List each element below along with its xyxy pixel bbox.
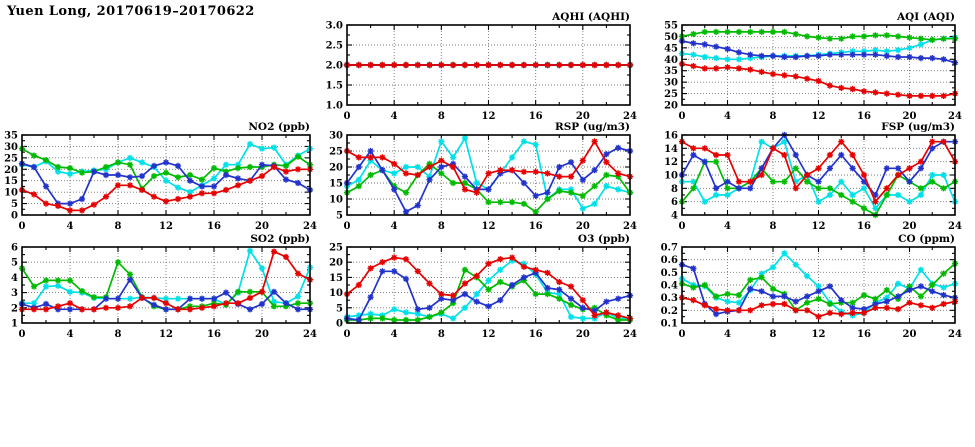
xtick-label: 24 bbox=[303, 329, 317, 340]
ytick-label: 10 bbox=[329, 288, 343, 300]
xtick-label: 8 bbox=[769, 111, 777, 122]
xtick-label: 12 bbox=[481, 329, 496, 340]
ytick-label: 15 bbox=[4, 176, 18, 188]
chart-svg-o3 bbox=[325, 231, 648, 343]
xtick-label: 24 bbox=[303, 221, 317, 232]
xtick-label: 4 bbox=[390, 111, 398, 122]
xtick-label: 12 bbox=[811, 221, 826, 232]
xtick-label: 24 bbox=[623, 221, 637, 232]
xtick-label: 16 bbox=[857, 221, 871, 232]
ytick-label: 2 bbox=[11, 303, 18, 315]
ytick-label: 14 bbox=[664, 143, 678, 155]
ytick-label: 55 bbox=[664, 20, 678, 32]
chart-svg-aqhi bbox=[325, 9, 648, 125]
ytick-label: 5 bbox=[336, 303, 343, 315]
xtick-label: 4 bbox=[66, 221, 74, 232]
chart-title-rsp: RSP (ug/m3) bbox=[554, 121, 630, 133]
xtick-label: 0 bbox=[678, 329, 686, 340]
chart-panel-aqi bbox=[660, 9, 973, 125]
xtick-label: 4 bbox=[724, 221, 731, 232]
xtick-label: 20 bbox=[255, 329, 269, 340]
chart-svg-aqi bbox=[660, 9, 973, 125]
ytick-label: 20 bbox=[664, 100, 678, 112]
ytick-label: 8 bbox=[671, 183, 678, 195]
xtick-label: 16 bbox=[857, 329, 871, 340]
xtick-label: 8 bbox=[769, 221, 777, 232]
chart-title-aqi: AQI (AQI) bbox=[896, 11, 955, 23]
ytick-label: 2.5 bbox=[325, 40, 343, 52]
xtick-label: 0 bbox=[678, 111, 686, 122]
xtick-label: 24 bbox=[948, 111, 962, 122]
xtick-label: 20 bbox=[575, 221, 590, 232]
ytick-label: 0.1 bbox=[660, 318, 678, 330]
xtick-label: 4 bbox=[66, 329, 74, 340]
chart-title-aqhi: AQHI (AQHI) bbox=[552, 11, 630, 23]
chart-panel-so2 bbox=[0, 231, 328, 343]
chart-panel-rsp bbox=[325, 119, 648, 235]
xtick-label: 8 bbox=[114, 329, 122, 340]
xtick-label: 20 bbox=[902, 329, 917, 340]
ytick-label: 15 bbox=[329, 272, 343, 284]
ytick-label: 0.3 bbox=[660, 293, 678, 305]
ytick-label: 25 bbox=[329, 242, 343, 254]
chart-svg-no2 bbox=[0, 119, 328, 235]
xtick-label: 12 bbox=[481, 111, 496, 122]
xtick-label: 0 bbox=[343, 111, 351, 122]
xtick-label: 16 bbox=[857, 111, 871, 122]
ytick-label: 25 bbox=[664, 89, 678, 101]
xtick-label: 12 bbox=[811, 329, 826, 340]
ytick-label: 35 bbox=[4, 130, 18, 142]
ytick-label: 0.4 bbox=[660, 280, 678, 292]
chart-svg-fsp bbox=[660, 119, 973, 235]
xtick-label: 8 bbox=[769, 329, 777, 340]
xtick-label: 0 bbox=[18, 329, 26, 340]
ytick-label: 35 bbox=[664, 66, 678, 78]
ytick-label: 45 bbox=[664, 43, 678, 55]
xtick-label: 4 bbox=[390, 221, 398, 232]
ytick-label: 3.0 bbox=[325, 20, 343, 32]
xtick-label: 16 bbox=[207, 221, 221, 232]
ytick-label: 6 bbox=[11, 242, 18, 254]
chart-panel-no2 bbox=[0, 119, 328, 235]
chart-svg-so2 bbox=[0, 231, 328, 343]
ytick-label: 0 bbox=[11, 210, 18, 222]
ytick-label: 0.6 bbox=[660, 255, 678, 267]
chart-panel-fsp bbox=[660, 119, 973, 235]
ytick-label: 0.7 bbox=[660, 242, 678, 254]
xtick-label: 24 bbox=[948, 221, 962, 232]
ytick-label: 15 bbox=[329, 178, 343, 190]
ytick-label: 5 bbox=[11, 257, 18, 269]
xtick-label: 20 bbox=[575, 329, 590, 340]
chart-panel-o3 bbox=[325, 231, 648, 343]
ytick-label: 20 bbox=[329, 257, 343, 269]
so2-markers-blue bbox=[19, 277, 313, 313]
chart-svg-rsp bbox=[325, 119, 648, 235]
xtick-label: 12 bbox=[159, 221, 173, 232]
ytick-label: 40 bbox=[664, 54, 678, 66]
ytick-label: 20 bbox=[4, 164, 18, 176]
ytick-label: 16 bbox=[664, 130, 678, 142]
xtick-label: 8 bbox=[114, 221, 122, 232]
chart-panel-aqhi bbox=[325, 9, 648, 125]
ytick-label: 25 bbox=[329, 146, 343, 158]
ytick-label: 10 bbox=[4, 187, 18, 199]
xtick-label: 4 bbox=[724, 111, 731, 122]
ytick-label: 12 bbox=[664, 157, 678, 169]
xtick-label: 20 bbox=[255, 221, 269, 232]
xtick-label: 8 bbox=[437, 111, 445, 122]
xtick-label: 8 bbox=[437, 329, 445, 340]
xtick-label: 24 bbox=[623, 111, 637, 122]
xtick-label: 4 bbox=[724, 329, 731, 340]
ytick-label: 0.2 bbox=[660, 305, 678, 317]
ytick-label: 30 bbox=[4, 141, 18, 153]
o3-markers-green bbox=[344, 267, 633, 323]
ytick-label: 25 bbox=[4, 153, 18, 165]
page-title: Yuen Long, 20170619–20170622 bbox=[7, 4, 255, 19]
ytick-label: 0 bbox=[336, 318, 343, 330]
xtick-label: 0 bbox=[343, 221, 351, 232]
chart-title-so2: SO2 (ppb) bbox=[250, 233, 310, 245]
xtick-label: 12 bbox=[159, 329, 173, 340]
ytick-label: 50 bbox=[664, 31, 678, 43]
xtick-label: 0 bbox=[343, 329, 351, 340]
ytick-label: 1 bbox=[11, 318, 18, 330]
xtick-label: 16 bbox=[528, 221, 543, 232]
ytick-label: 6 bbox=[671, 197, 678, 209]
ytick-label: 1.0 bbox=[325, 100, 343, 112]
ytick-label: 3 bbox=[11, 288, 18, 300]
ytick-label: 5 bbox=[336, 210, 343, 222]
xtick-label: 12 bbox=[481, 221, 496, 232]
ytick-label: 0.5 bbox=[660, 267, 678, 279]
xtick-label: 16 bbox=[528, 111, 543, 122]
ytick-label: 30 bbox=[664, 77, 678, 89]
chart-title-co: CO (ppm) bbox=[898, 233, 955, 245]
ytick-label: 1.5 bbox=[325, 80, 343, 92]
ytick-label: 4 bbox=[671, 210, 678, 222]
xtick-label: 8 bbox=[437, 221, 445, 232]
ytick-label: 5 bbox=[11, 199, 18, 211]
chart-panel-co bbox=[660, 231, 973, 343]
ytick-label: 20 bbox=[329, 162, 343, 174]
xtick-label: 24 bbox=[623, 329, 637, 340]
ytick-label: 10 bbox=[664, 170, 678, 182]
ytick-label: 10 bbox=[329, 194, 343, 206]
xtick-label: 0 bbox=[18, 221, 26, 232]
xtick-label: 20 bbox=[575, 111, 590, 122]
xtick-label: 20 bbox=[902, 221, 917, 232]
xtick-label: 0 bbox=[678, 221, 686, 232]
xtick-label: 16 bbox=[207, 329, 221, 340]
chart-svg-co bbox=[660, 231, 973, 343]
xtick-label: 20 bbox=[902, 111, 917, 122]
chart-title-no2: NO2 (ppb) bbox=[248, 121, 310, 133]
chart-title-o3: O3 (ppb) bbox=[577, 233, 630, 245]
ytick-label: 2.0 bbox=[325, 60, 343, 72]
xtick-label: 12 bbox=[811, 111, 826, 122]
xtick-label: 16 bbox=[528, 329, 543, 340]
xtick-label: 24 bbox=[948, 329, 962, 340]
co-markers-cyan bbox=[679, 250, 958, 318]
ytick-label: 4 bbox=[11, 272, 18, 284]
chart-title-fsp: FSP (ug/m3) bbox=[881, 121, 955, 133]
ytick-label: 30 bbox=[329, 130, 343, 142]
xtick-label: 4 bbox=[390, 329, 398, 340]
